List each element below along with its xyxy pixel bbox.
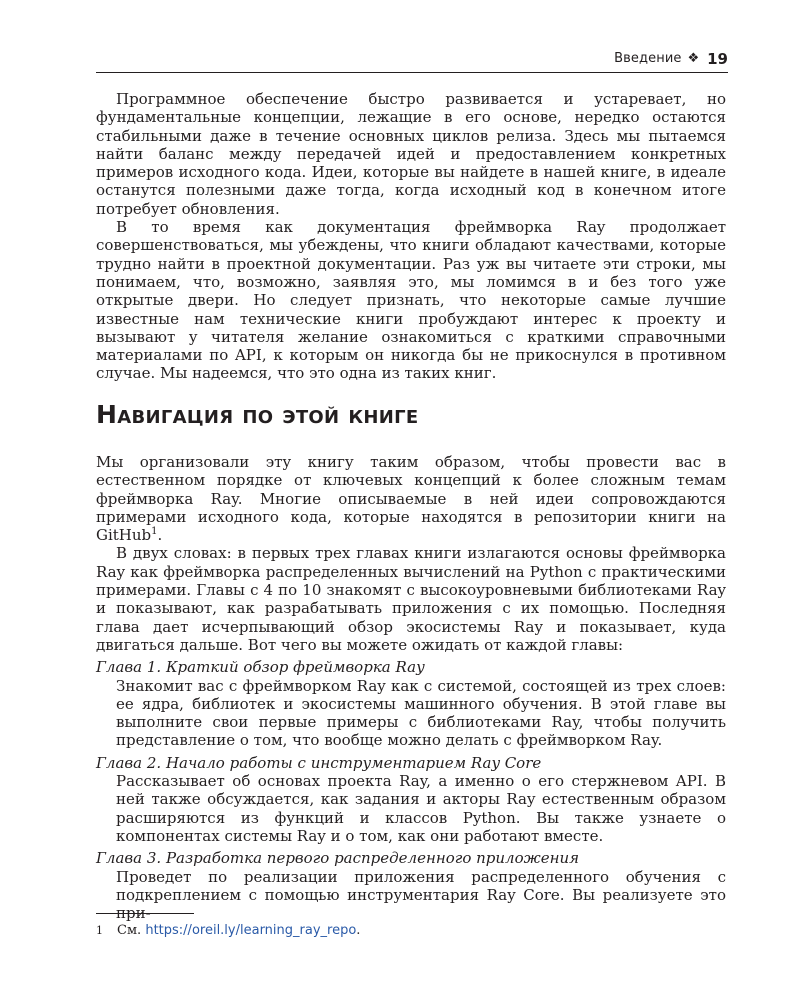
section-text <box>96 453 726 922</box>
footnote <box>96 922 726 939</box>
footnote-text: См. https://oreil.ly/learning_ray_repo. <box>117 923 361 938</box>
footnote-divider <box>96 913 194 914</box>
intro-text <box>96 90 726 383</box>
chapter-title: Глава 1. Краткий обзор фреймворка Ray <box>96 658 425 677</box>
footnote-mark: 1 <box>96 924 103 937</box>
running-header <box>96 46 728 73</box>
chapter-description: Знакомит вас с фреймворком Ray как с системой, состоящей из трех слоев: ее ядра, библиотек и экосистемы машинного обучения. В этой главе вы выполните свои первые примеры с библиотеками Ray, чтобы получить представление о том, что вообще можно делать с фреймворком Ray. <box>116 676 726 750</box>
chapter-title: Глава 3. Разработка первого распределенного приложения <box>96 849 580 868</box>
ornament-icon: ❖ <box>687 51 700 66</box>
chapter-description: Рассказывает об основах проекта Ray, а именно о его стержневом API. В ней также обсуждается, как задания и акторы Ray естественным образом расширяются из функций и классов Python. Вы также узнаете о компонентах системы Ray и о том, как они работают вместе. <box>116 772 726 845</box>
chapter-description: Проведет по реализации приложения распределенного обучения с подкреплением с помощью инструментария Ray Core. Вы реализуете это при- <box>116 867 726 923</box>
section-heading: Навигация по этой книге <box>96 400 419 429</box>
chapter-entry <box>96 754 726 845</box>
paragraph: В то время как документация фреймворка Ray продолжает совершенствоваться, мы убеждены, что книги обладают качествами, которые трудно найти в проектной документации. Раз уж вы читаете эти строки, мы понимаем, что, возможно, заявляя это, мы ломимся в и без того уже открытые двери. Но следует признать, что некоторые самые лучшие известные нам технические книги пробуждают интерес к проекту и вызывают у читателя желание ознакомиться с краткими справочными материалами по API, к которым он никогда бы не прикоснулся в противном случае. Мы надеемся, что это одна из таких книг. <box>96 218 726 383</box>
paragraph: Мы организовали эту книгу таким образом, чтобы провести вас в естественном порядке от ключевых концепций к более сложным темам фреймворка Ray. Многие описываемые в ней идеи сопровождаются примерами исходного кода, которые находятся в репозитории книги на GitHub$^1$. <box>96 453 726 545</box>
repo-link[interactable]: https://oreil.ly/learning_ray_repo <box>145 923 357 938</box>
paragraph: В двух словах: в первых трех главах книги излагаются основы фреймворка Ray как фреймворка распределенных вычислений на Python с практическими примерами. Главы с 4 по 10 знакомят с высокоуровневыми библиотеками Ray и показывают, как разрабатывать приложения с их помощью. Последняя глава дает исчерпывающий обзор экосистемы Ray и показывает, куда двигаться дальше. Вот чего вы можете ожидать от каждой главы: <box>96 544 726 654</box>
page-number: 19 <box>707 50 728 68</box>
paragraph: Программное обеспечение быстро развивается и устаревает, но фундаментальные концепции, лежащие в его основе, нередко остаются стабильными даже в течение основных циклов релиза. Здесь мы пытаемся найти баланс между передачей идей и предоставлением конкретных примеров исходного кода. Идеи, которые вы найдете в нашей книге, в идеале останутся полезными даже тогда, когда исходный код в конечном итоге потребует обновления. <box>96 90 726 218</box>
chapter-title: Глава 2. Начало работы с инструментарием Ray Core <box>96 753 542 772</box>
chapter-entry <box>96 849 726 922</box>
footnote-ref[interactable]: 1 <box>151 526 158 538</box>
section-title: Введение <box>614 51 682 66</box>
chapter-entry <box>96 658 726 749</box>
